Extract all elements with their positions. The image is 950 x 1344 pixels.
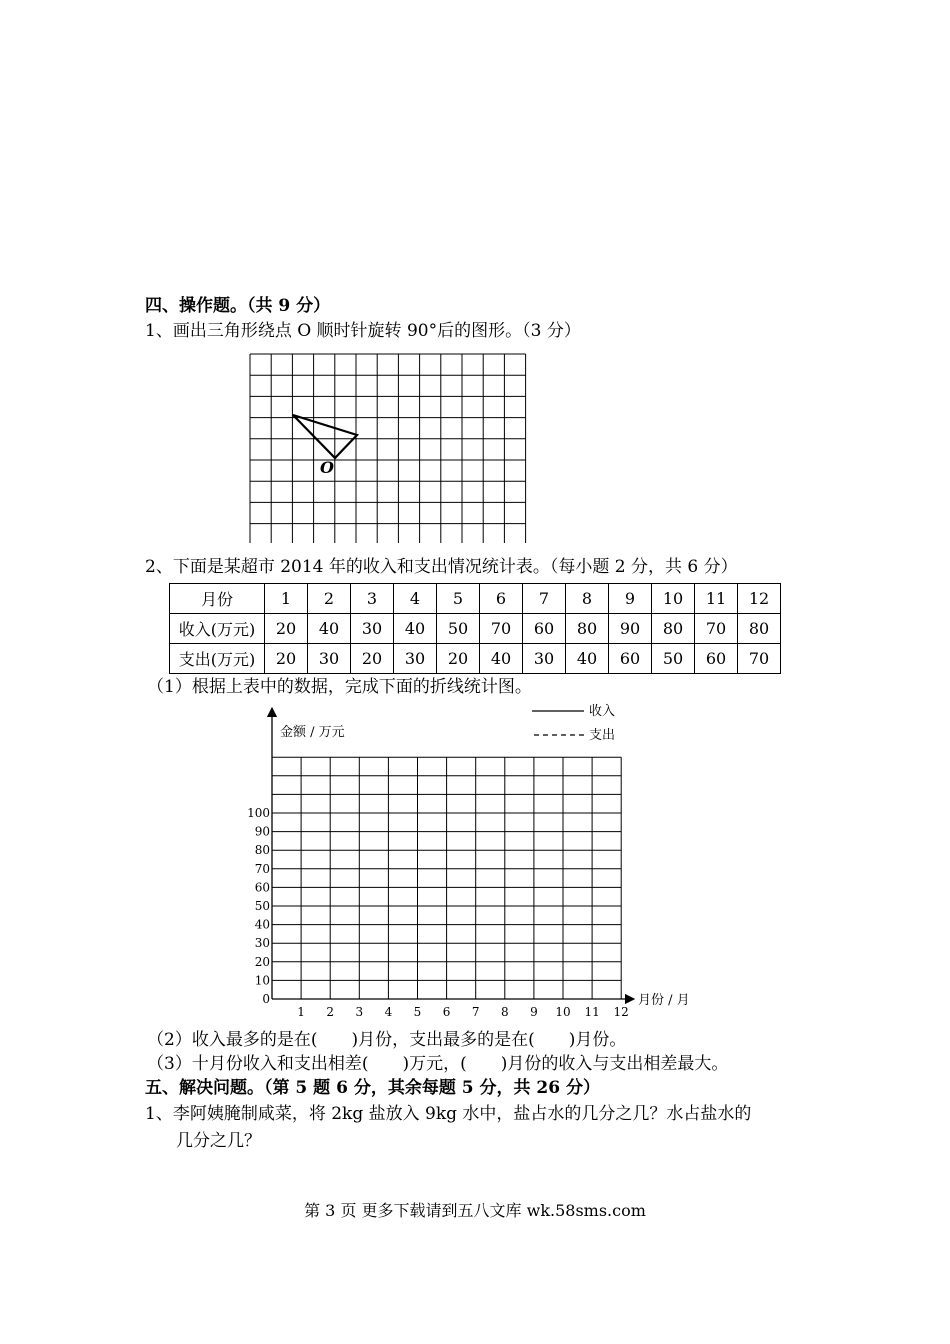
table-cell: 50 bbox=[652, 644, 695, 674]
sub-question-2: （2）收入最多的是在( )月份，支出最多的是在( )月份。 bbox=[147, 1030, 627, 1050]
table-cell: 2 bbox=[308, 584, 351, 614]
x-tick-label: 12 bbox=[613, 1005, 629, 1019]
section4-heading: 四、操作题。（共 9 分） bbox=[145, 296, 331, 316]
table-cell: 12 bbox=[738, 584, 781, 614]
table-cell: 90 bbox=[609, 614, 652, 644]
table-cell: 60 bbox=[609, 644, 652, 674]
point-o-label: O bbox=[320, 458, 334, 477]
rotation-grid bbox=[249, 353, 529, 543]
table-cell: 60 bbox=[695, 644, 738, 674]
y-tick-label: 40 bbox=[254, 917, 270, 932]
x-tick-label: 10 bbox=[555, 1005, 571, 1019]
y-tick-label: 30 bbox=[254, 936, 270, 951]
question-2-intro: 2、下面是某超市 2014 年的收入和支出情况统计表。（每小题 2 分，共 6 分） bbox=[145, 557, 738, 577]
y-tick-label: 90 bbox=[254, 824, 270, 839]
table-cell: 70 bbox=[738, 644, 781, 674]
table-cell: 11 bbox=[695, 584, 738, 614]
table-row bbox=[170, 584, 781, 614]
table-cell: 40 bbox=[394, 614, 437, 644]
x-tick-label: 5 bbox=[413, 1005, 422, 1019]
table-cell: 5 bbox=[437, 584, 480, 614]
x-tick-label: 6 bbox=[442, 1005, 451, 1019]
x-tick-label: 9 bbox=[530, 1005, 538, 1019]
y-axis-label: 金额 / 万元 bbox=[280, 725, 345, 740]
table-cell: 70 bbox=[480, 614, 523, 644]
table-cell: 8 bbox=[566, 584, 609, 614]
question-1-rotate: 1、画出三角形绕点 O 顺时针旋转 90°后的图形。（3 分） bbox=[145, 321, 581, 341]
table-cell: 1 bbox=[265, 584, 308, 614]
table-cell: 30 bbox=[308, 644, 351, 674]
table-cell: 30 bbox=[523, 644, 566, 674]
x-tick-label: 2 bbox=[326, 1005, 335, 1019]
table-row bbox=[170, 614, 781, 644]
table-cell: 20 bbox=[437, 644, 480, 674]
table-cell: 30 bbox=[351, 614, 394, 644]
table-cell: 80 bbox=[738, 614, 781, 644]
table-cell: 3 bbox=[351, 584, 394, 614]
x-tick-label: 8 bbox=[500, 1005, 509, 1019]
table-cell: 20 bbox=[265, 644, 308, 674]
y-tick-label: 0 bbox=[262, 992, 270, 1006]
y-tick-label: 20 bbox=[254, 954, 270, 969]
table-header-month: 月份 bbox=[170, 584, 265, 614]
stats-table bbox=[169, 583, 781, 674]
table-row-label-income: 收入(万元) bbox=[170, 614, 265, 644]
y-tick-label: 60 bbox=[254, 880, 270, 895]
problem-1-line-2: 几分之几？ bbox=[176, 1131, 261, 1151]
table-cell: 80 bbox=[652, 614, 695, 644]
x-axis-label: 月份 / 月 bbox=[638, 993, 690, 1008]
table-cell: 40 bbox=[566, 644, 609, 674]
table-cell: 20 bbox=[265, 614, 308, 644]
table-cell: 9 bbox=[609, 584, 652, 614]
table-row-label-expense: 支出(万元) bbox=[170, 644, 265, 674]
table-cell: 70 bbox=[695, 614, 738, 644]
table-cell: 60 bbox=[523, 614, 566, 644]
table-cell: 7 bbox=[523, 584, 566, 614]
page-footer: 第 3 页 更多下载请到五八文库 wk.58sms.com bbox=[304, 1201, 646, 1220]
section5-heading: 五、解决问题。（第 5 题 6 分，其余每题 5 分，共 26 分） bbox=[145, 1078, 600, 1098]
y-tick-label: 10 bbox=[254, 973, 270, 988]
y-tick-label: 50 bbox=[254, 899, 270, 913]
sub-question-1: （1）根据上表中的数据，完成下面的折线统计图。 bbox=[147, 677, 532, 697]
table-cell: 10 bbox=[652, 584, 695, 614]
problem-1-line-1: 1、李阿姨腌制咸菜，将 2kg 盐放入 9kg 水中，盐占水的几分之几？水占盐水的 bbox=[145, 1104, 752, 1124]
table-cell: 80 bbox=[566, 614, 609, 644]
x-tick-label: 7 bbox=[471, 1005, 480, 1019]
y-tick-label: 80 bbox=[254, 843, 270, 858]
table-cell: 50 bbox=[437, 614, 480, 644]
table-cell: 4 bbox=[394, 584, 437, 614]
table-cell: 30 bbox=[394, 644, 437, 674]
y-tick-label: 70 bbox=[254, 861, 270, 876]
table-cell: 20 bbox=[351, 644, 394, 674]
x-tick-label: 1 bbox=[297, 1005, 305, 1019]
table-row bbox=[170, 644, 781, 674]
y-tick-label: 100 bbox=[247, 806, 270, 820]
line-chart bbox=[240, 700, 700, 1025]
table-cell: 40 bbox=[308, 614, 351, 644]
triangle-shape bbox=[293, 415, 357, 458]
sub-question-3: （3）十月份收入和支出相差( )万元，( )月份的收入与支出相差最大。 bbox=[147, 1054, 729, 1074]
table-cell: 40 bbox=[480, 644, 523, 674]
x-tick-label: 3 bbox=[355, 1005, 364, 1019]
table-cell: 6 bbox=[480, 584, 523, 614]
x-tick-label: 11 bbox=[584, 1005, 600, 1019]
legend-expense-label: 支出 bbox=[589, 728, 616, 743]
x-tick-label: 4 bbox=[384, 1005, 393, 1019]
legend-income-label: 收入 bbox=[589, 704, 616, 719]
